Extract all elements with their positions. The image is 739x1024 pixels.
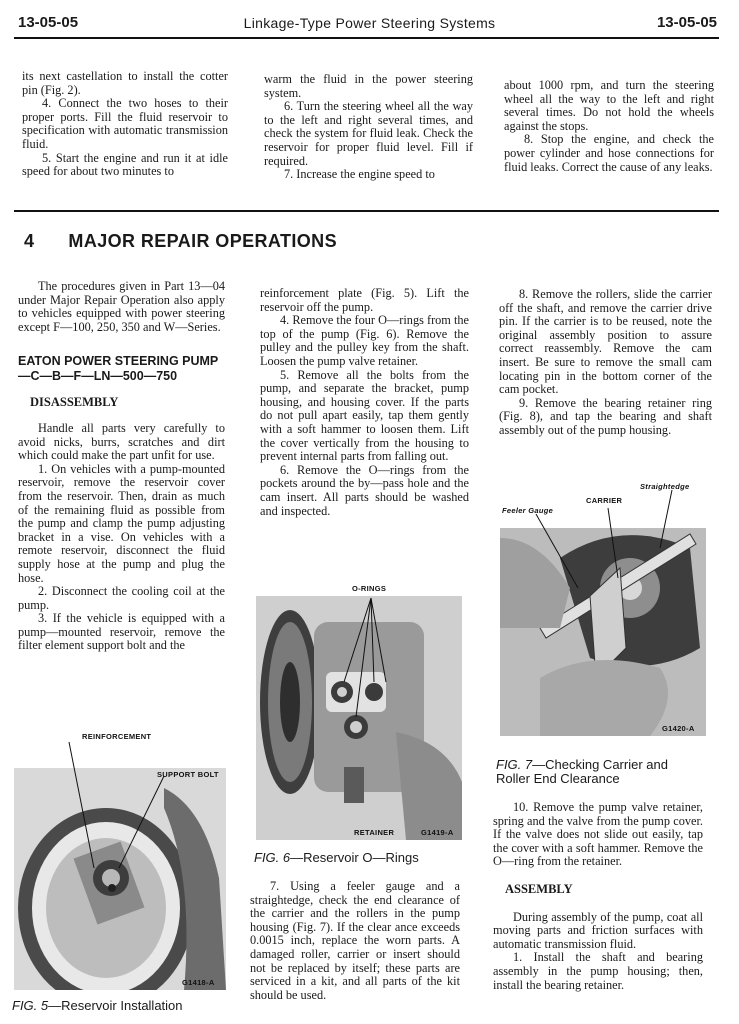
paragraph: 9. Remove the bearing retainer ring (Fig. 8), and tap the bearing and shaft assembly out of the pump housing. — [499, 395, 712, 437]
paragraph: Handle all parts very carefully to avoid nicks, burrs, scratches and dirt which could make the part unfit for use. — [18, 420, 225, 463]
figure-7-caption — [496, 758, 696, 786]
figure-number: FIG. 7 — [496, 757, 533, 772]
figure-label: RETAINER — [354, 828, 395, 837]
section-title-text: MAJOR REPAIR OPERATIONS — [68, 231, 337, 251]
figure-6-photo — [256, 582, 462, 840]
paragraph: 1. On vehicles with a pump-mounted reservoir, remove the reservoir cover from the reservoir. Then, drain as much of the remaining fluid as possible from the pump and clamp the pump adjusting bracket in a vise. On vehicles with a remote reservoir, disconnect the fluid supply hose at the pump and plug the hose. — [18, 461, 225, 585]
figure-title: —Checking Carrier and Roller End Clearance — [496, 757, 668, 786]
paragraph: 7. Increase the engine speed to — [284, 167, 435, 182]
figure-number: FIG. 6 — [254, 850, 291, 865]
figure-label: Straightedge — [640, 482, 690, 491]
paragraph: 3. If the vehicle is equipped with a pump—mounted reservoir, remove the filter element support bolt and the — [18, 611, 225, 653]
paragraph: The procedures given in Part 13—04 under Major Repair Operation also apply to vehicles equipped with power steering except F—100, 250, 350 and W—Series. — [18, 279, 225, 334]
paragraph: 2. Disconnect the cooling coil at the pump. — [18, 584, 225, 612]
page-number-left: 13-05-05 — [18, 14, 79, 31]
pump-o-rings-illustration — [256, 582, 462, 840]
section-rule — [14, 210, 719, 212]
pump-reservoir-illustration — [14, 728, 226, 990]
figure-code: G1418-A — [182, 978, 215, 987]
header-rule — [14, 37, 719, 39]
column-2-lower — [250, 880, 460, 1002]
paragraph: 4. Remove the four O—rings from the top of the pump (Fig. 6). Remove the pulley and the pulley key from the shaft. Loosen the pump valve retainer. — [260, 313, 469, 368]
figure-label: Feeler Gauge — [502, 506, 554, 515]
paragraph: 5. Remove all the bolts from the pump, and separate the bracket, pump housing, and housing cover. If the parts do not pull apart easily, tap them gently with a soft hammer to loosen them. Lift the cover vertically from the housing to prevent internal parts from falling out. — [260, 367, 469, 464]
feeler-gauge-illustration — [500, 478, 706, 736]
paragraph: its next castellation to install the cotter pin (Fig. 2). — [22, 69, 228, 97]
paragraph: 7. Using a feeler gauge and a straightedge, check the end clearance of the carrier and the rollers in the pump housing (Fig. 7). If the clear ance exceeds 0.0015 inch, replace the worn parts. A damaged roller, carrier or insert should not be replaced by itself; these parts are serviced in a kit, and all parts of the kit should be used. — [250, 879, 460, 1002]
section-number: 4 — [24, 231, 35, 251]
figure-title: —Reservoir O—Rings — [290, 850, 419, 865]
figure-number: FIG. 5 — [12, 998, 49, 1013]
subsection-subheading: DISASSEMBLY — [30, 395, 119, 410]
figure-6-caption — [254, 850, 419, 865]
figure-label: SUPPORT BOLT — [157, 770, 219, 779]
top-column-3 — [504, 79, 714, 174]
paragraph: During assembly of the pump, coat all moving parts and friction surfaces with automatic transmission fluid. — [493, 909, 703, 951]
column-3-lower — [493, 801, 703, 992]
section-title — [24, 231, 337, 252]
paragraph: 5. Start the engine and run it at idle speed for about two minutes to — [22, 150, 228, 179]
top-column-2 — [264, 73, 473, 182]
paragraph: 4. Connect the two hoses to their proper ports. Fill the fluid reservoir to specification with automatic transmission fluid. — [22, 96, 228, 151]
figure-label: O-RINGS — [352, 584, 387, 593]
paragraph: warm the fluid in the power steering system. — [264, 72, 473, 100]
paragraph: 8. Remove the rollers, slide the carrier off the shaft, and remove the carrier drive pin. If the carrier is to be reused, note the original assembly position to assure correct reassembly. Remove the cam insert. Be sure to remove the small cam locating pin in the bottom corner of the cam pocket. — [499, 287, 712, 397]
page-number-right: 13-05-05 — [656, 14, 717, 31]
figure-5-caption — [12, 998, 183, 1013]
figure-7-photo — [500, 478, 706, 736]
paragraph: reinforcement plate (Fig. 5). Lift the reservoir off the pump. — [260, 286, 469, 314]
figure-code: G1419-A — [421, 828, 454, 837]
column-2 — [260, 287, 469, 518]
paragraph: 6. Remove the O—rings from the pockets around the by—pass hole and the cam insert. All parts should be washed and inspected. — [260, 462, 469, 518]
paragraph: 10. Remove the pump valve retainer, spring and the valve from the pump cover. If the valve does not slide out easily, tap the cover with a soft hammer. Remove the O—ring from the retainer. — [493, 800, 703, 869]
running-title: Linkage-Type Power Steering Systems — [243, 15, 496, 31]
figure-code: G1420-A — [662, 724, 695, 733]
column-1 — [18, 280, 225, 653]
paragraph: 6. Turn the steering wheel all the way to the left and right several times, and check the system for fluid leak. Check the reservoir for proper fluid level. Fill if required. — [264, 99, 473, 168]
subsection-heading: EATON POWER STEERING PUMP—C—B—F—LN—500—750 — [18, 354, 219, 384]
column-3 — [499, 288, 712, 438]
paragraph: about 1000 rpm, and turn the steering wheel all the way to the left and right several times. Do not hold the wheels against the stops. — [504, 78, 714, 133]
paragraph: 1. Install the shaft and bearing assembly in the pump housing; then, install the bearing retainer. — [493, 950, 703, 992]
top-column-1 — [22, 70, 228, 179]
figure-label: REINFORCEMENT — [82, 732, 152, 741]
paragraph: 8. Stop the engine, and check the power cylinder and hose connections for fluid leaks. Correct the cause of any leaks. — [504, 132, 714, 174]
subsection-subheading: ASSEMBLY — [505, 881, 573, 896]
figure-title: —Reservoir Installation — [48, 998, 183, 1013]
figure-5-photo — [14, 728, 226, 990]
figure-label: CARRIER — [586, 496, 623, 505]
